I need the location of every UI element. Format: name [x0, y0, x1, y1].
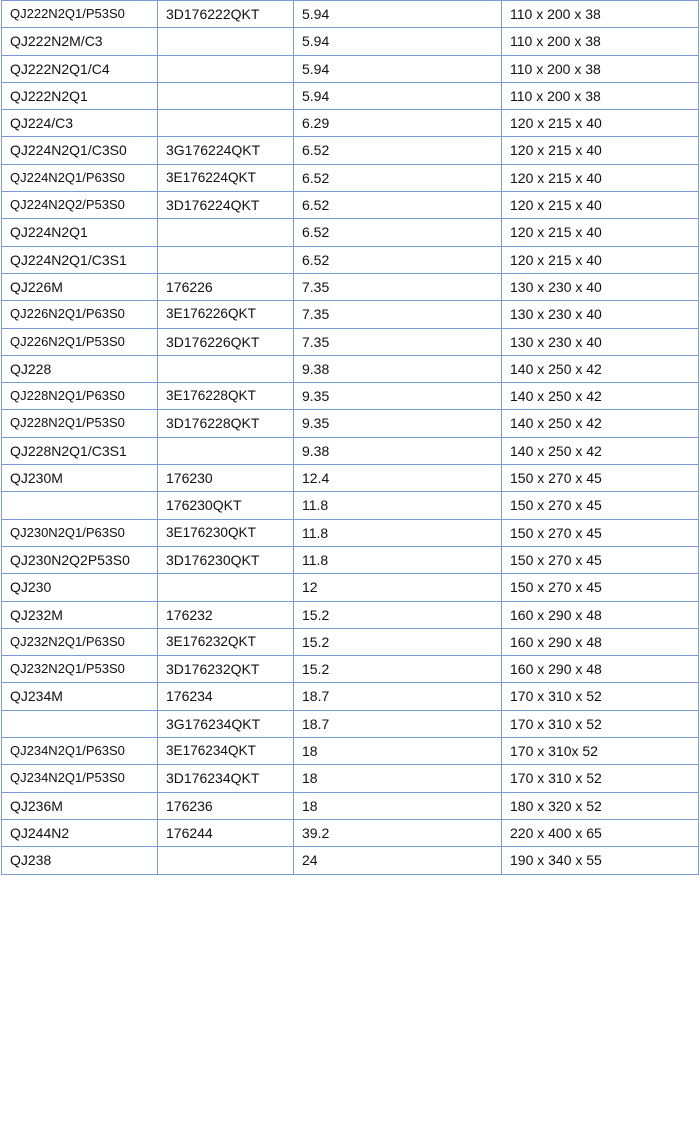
table-row [2, 1, 699, 28]
part-number-cell: QJ236M [2, 792, 158, 819]
dimensions-cell: 160 x 290 x 48 [502, 601, 699, 628]
part-number-cell: QJ222N2M/C3 [2, 28, 158, 55]
weight-cell: 39.2 [294, 819, 502, 846]
dimensions-cell: 220 x 400 x 65 [502, 819, 699, 846]
code-cell: 176230QKT [158, 492, 294, 519]
part-number-cell: QJ224N2Q1/P63S0 [2, 164, 158, 191]
table-row [2, 410, 699, 437]
table-body [2, 1, 699, 875]
weight-cell: 15.2 [294, 601, 502, 628]
code-cell: 3D176230QKT [158, 546, 294, 573]
code-cell: 3D176222QKT [158, 1, 294, 28]
part-number-cell [2, 492, 158, 519]
weight-cell: 5.94 [294, 55, 502, 82]
weight-cell: 24 [294, 847, 502, 874]
part-number-cell: QJ224N2Q1/C3S0 [2, 137, 158, 164]
dimensions-cell: 150 x 270 x 45 [502, 519, 699, 546]
part-number-cell [2, 710, 158, 737]
dimensions-cell: 170 x 310 x 52 [502, 765, 699, 792]
part-number-cell: QJ226N2Q1/P53S0 [2, 328, 158, 355]
table-row [2, 192, 699, 219]
code-cell [158, 28, 294, 55]
part-number-cell: QJ230N2Q1/P63S0 [2, 519, 158, 546]
table-row [2, 628, 699, 655]
code-cell: 176230 [158, 465, 294, 492]
weight-cell: 11.8 [294, 519, 502, 546]
code-cell: 3E176232QKT [158, 628, 294, 655]
dimensions-cell: 140 x 250 x 42 [502, 410, 699, 437]
weight-cell: 18.7 [294, 710, 502, 737]
table-row [2, 219, 699, 246]
dimensions-cell: 130 x 230 x 40 [502, 301, 699, 328]
table-row [2, 355, 699, 382]
code-cell: 3D176228QKT [158, 410, 294, 437]
weight-cell: 6.29 [294, 110, 502, 137]
table-row [2, 437, 699, 464]
code-cell [158, 82, 294, 109]
part-number-cell: QJ224N2Q1/C3S1 [2, 246, 158, 273]
table-row [2, 383, 699, 410]
code-cell: 3E176234QKT [158, 738, 294, 765]
table-row [2, 273, 699, 300]
table-row [2, 546, 699, 573]
dimensions-cell: 150 x 270 x 45 [502, 546, 699, 573]
weight-cell: 9.35 [294, 383, 502, 410]
dimensions-cell: 150 x 270 x 45 [502, 492, 699, 519]
dimensions-cell: 180 x 320 x 52 [502, 792, 699, 819]
part-number-cell: QJ228N2Q1/C3S1 [2, 437, 158, 464]
part-number-cell: QJ238 [2, 847, 158, 874]
code-cell: 3E176230QKT [158, 519, 294, 546]
code-cell: 3G176224QKT [158, 137, 294, 164]
part-number-cell: QJ230M [2, 465, 158, 492]
table-row [2, 465, 699, 492]
dimensions-cell: 120 x 215 x 40 [502, 137, 699, 164]
weight-cell: 15.2 [294, 656, 502, 683]
table-row [2, 519, 699, 546]
weight-cell: 9.38 [294, 437, 502, 464]
bearing-spec-table [1, 0, 699, 875]
code-cell: 3E176228QKT [158, 383, 294, 410]
table-row [2, 82, 699, 109]
weight-cell: 18.7 [294, 683, 502, 710]
table-row [2, 28, 699, 55]
part-number-cell: QJ222N2Q1 [2, 82, 158, 109]
dimensions-cell: 160 x 290 x 48 [502, 628, 699, 655]
dimensions-cell: 150 x 270 x 45 [502, 465, 699, 492]
part-number-cell: QJ226M [2, 273, 158, 300]
code-cell [158, 437, 294, 464]
dimensions-cell: 140 x 250 x 42 [502, 437, 699, 464]
dimensions-cell: 120 x 215 x 40 [502, 246, 699, 273]
dimensions-cell: 170 x 310 x 52 [502, 683, 699, 710]
weight-cell: 18 [294, 792, 502, 819]
table-row [2, 819, 699, 846]
weight-cell: 11.8 [294, 492, 502, 519]
weight-cell: 5.94 [294, 82, 502, 109]
table-row [2, 574, 699, 601]
table-row [2, 765, 699, 792]
table-row [2, 738, 699, 765]
dimensions-cell: 160 x 290 x 48 [502, 656, 699, 683]
table-row [2, 792, 699, 819]
dimensions-cell: 190 x 340 x 55 [502, 847, 699, 874]
dimensions-cell: 140 x 250 x 42 [502, 355, 699, 382]
weight-cell: 6.52 [294, 219, 502, 246]
table-row [2, 492, 699, 519]
part-number-cell: QJ226N2Q1/P63S0 [2, 301, 158, 328]
code-cell [158, 574, 294, 601]
part-number-cell: QJ228 [2, 355, 158, 382]
part-number-cell: QJ234N2Q1/P53S0 [2, 765, 158, 792]
code-cell: 176232 [158, 601, 294, 628]
part-number-cell: QJ228N2Q1/P63S0 [2, 383, 158, 410]
part-number-cell: QJ232M [2, 601, 158, 628]
dimensions-cell: 170 x 310 x 52 [502, 710, 699, 737]
dimensions-cell: 110 x 200 x 38 [502, 28, 699, 55]
part-number-cell: QJ234M [2, 683, 158, 710]
weight-cell: 18 [294, 738, 502, 765]
code-cell: 176226 [158, 273, 294, 300]
dimensions-cell: 150 x 270 x 45 [502, 574, 699, 601]
part-number-cell: QJ224/C3 [2, 110, 158, 137]
code-cell: 176234 [158, 683, 294, 710]
weight-cell: 9.35 [294, 410, 502, 437]
table-row [2, 110, 699, 137]
code-cell: 176236 [158, 792, 294, 819]
weight-cell: 12.4 [294, 465, 502, 492]
part-number-cell: QJ234N2Q1/P63S0 [2, 738, 158, 765]
part-number-cell: QJ224N2Q2/P53S0 [2, 192, 158, 219]
dimensions-cell: 170 x 310x 52 [502, 738, 699, 765]
dimensions-cell: 140 x 250 x 42 [502, 383, 699, 410]
part-number-cell: QJ232N2Q1/P53S0 [2, 656, 158, 683]
dimensions-cell: 110 x 200 x 38 [502, 55, 699, 82]
part-number-cell: QJ230 [2, 574, 158, 601]
weight-cell: 6.52 [294, 192, 502, 219]
weight-cell: 11.8 [294, 546, 502, 573]
dimensions-cell: 110 x 200 x 38 [502, 82, 699, 109]
table-row [2, 137, 699, 164]
code-cell: 3E176226QKT [158, 301, 294, 328]
table-row [2, 164, 699, 191]
code-cell [158, 110, 294, 137]
weight-cell: 9.38 [294, 355, 502, 382]
code-cell: 3D176234QKT [158, 765, 294, 792]
weight-cell: 7.35 [294, 301, 502, 328]
part-number-cell: QJ228N2Q1/P53S0 [2, 410, 158, 437]
part-number-cell: QJ222N2Q1/C4 [2, 55, 158, 82]
code-cell [158, 219, 294, 246]
part-number-cell: QJ222N2Q1/P53S0 [2, 1, 158, 28]
weight-cell: 6.52 [294, 137, 502, 164]
dimensions-cell: 130 x 230 x 40 [502, 328, 699, 355]
code-cell: 3D176224QKT [158, 192, 294, 219]
part-number-cell: QJ232N2Q1/P63S0 [2, 628, 158, 655]
code-cell [158, 55, 294, 82]
table-row [2, 847, 699, 874]
dimensions-cell: 120 x 215 x 40 [502, 219, 699, 246]
table-row [2, 656, 699, 683]
dimensions-cell: 110 x 200 x 38 [502, 1, 699, 28]
code-cell: 3E176224QKT [158, 164, 294, 191]
dimensions-cell: 130 x 230 x 40 [502, 273, 699, 300]
weight-cell: 5.94 [294, 1, 502, 28]
weight-cell: 6.52 [294, 164, 502, 191]
code-cell: 176244 [158, 819, 294, 846]
code-cell: 3D176232QKT [158, 656, 294, 683]
weight-cell: 18 [294, 765, 502, 792]
table-row [2, 710, 699, 737]
table-row [2, 683, 699, 710]
dimensions-cell: 120 x 215 x 40 [502, 110, 699, 137]
part-number-cell: QJ224N2Q1 [2, 219, 158, 246]
code-cell [158, 355, 294, 382]
dimensions-cell: 120 x 215 x 40 [502, 164, 699, 191]
weight-cell: 6.52 [294, 246, 502, 273]
code-cell: 3G176234QKT [158, 710, 294, 737]
code-cell [158, 847, 294, 874]
table-row [2, 601, 699, 628]
part-number-cell: QJ230N2Q2P53S0 [2, 546, 158, 573]
weight-cell: 7.35 [294, 328, 502, 355]
table-row [2, 301, 699, 328]
table-row [2, 246, 699, 273]
code-cell: 3D176226QKT [158, 328, 294, 355]
dimensions-cell: 120 x 215 x 40 [502, 192, 699, 219]
weight-cell: 5.94 [294, 28, 502, 55]
weight-cell: 15.2 [294, 628, 502, 655]
weight-cell: 12 [294, 574, 502, 601]
weight-cell: 7.35 [294, 273, 502, 300]
code-cell [158, 246, 294, 273]
table-row [2, 55, 699, 82]
table-row [2, 328, 699, 355]
part-number-cell: QJ244N2 [2, 819, 158, 846]
